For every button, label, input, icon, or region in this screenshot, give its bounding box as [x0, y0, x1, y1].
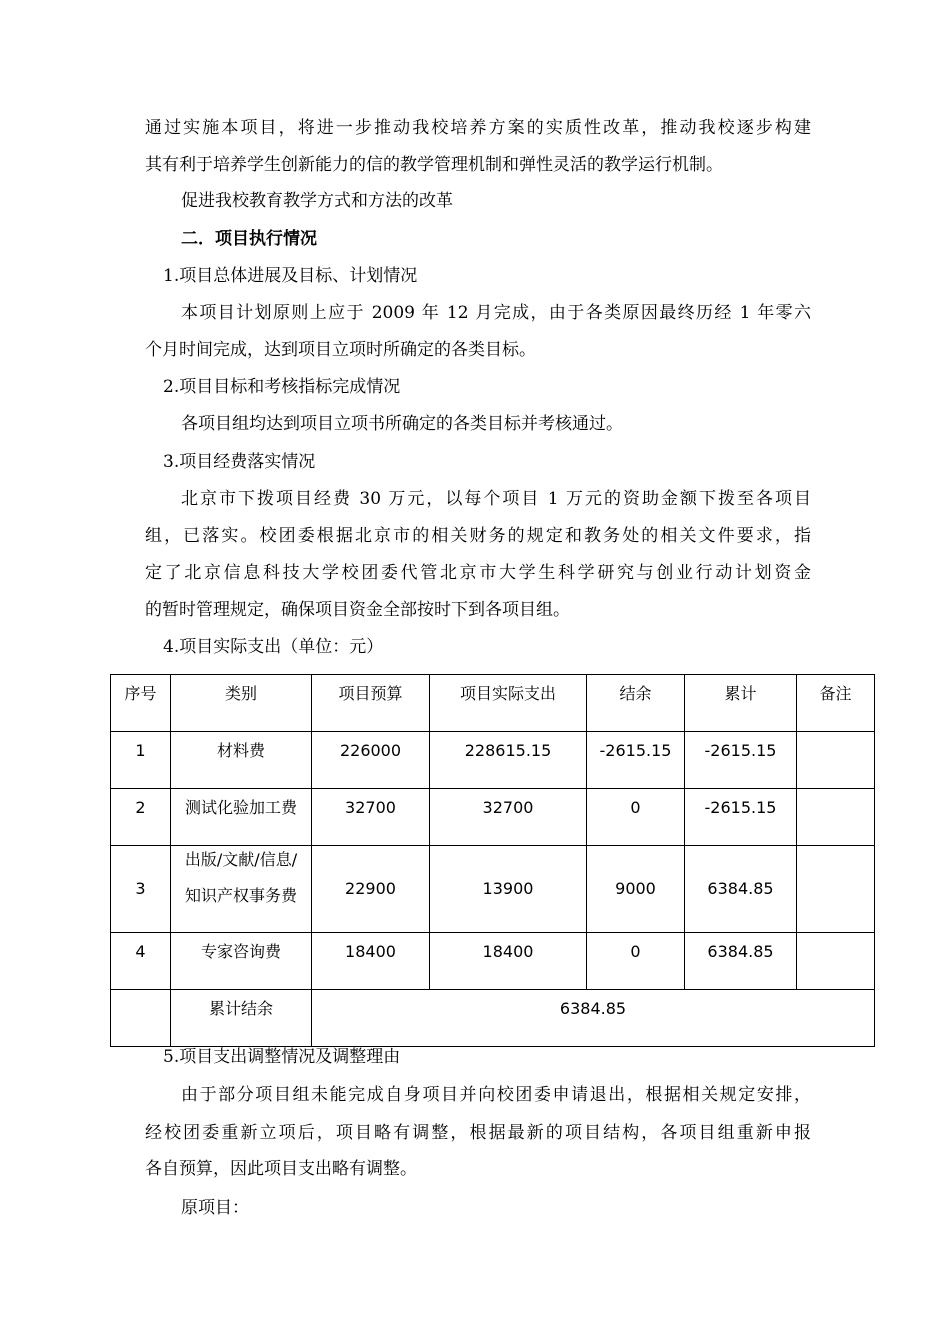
cell-no: 3 [111, 846, 171, 933]
paragraph-line: 其有利于培养学生创新能力的信的教学管理机制和弹性灵活的教学运行机制。 [145, 155, 723, 175]
cell-category-line: 出版/文献/信息/ [184, 850, 298, 869]
cell-cumulative: -2615.15 [685, 789, 797, 846]
header-balance: 结余 [587, 675, 685, 732]
paragraph-line: 本项目计划原则上应于 2009 年 12 月完成，由于各类原因最终历经 1 年零六 [181, 303, 811, 323]
cell-budget: 226000 [312, 732, 430, 789]
cell-category: 测试化验加工费 [171, 789, 312, 846]
cell-balance: -2615.15 [587, 732, 685, 789]
subsection-title: 3.项目经费落实情况 [163, 452, 316, 472]
subsection-title: 2.项目目标和考核指标完成情况 [163, 377, 401, 397]
expense-table [110, 674, 875, 1047]
cell-balance: 0 [587, 933, 685, 990]
table-row [111, 846, 875, 933]
paragraph-line: 原项目： [181, 1198, 249, 1218]
cell-note [797, 846, 875, 933]
paragraph-line: 组，已落实。校团委根据北京市的相关财务的规定和教务处的相关文件要求，指 [145, 526, 811, 546]
paragraph-line: 北京市下拨项目经费 30 万元，以每个项目 1 万元的资助金额下拨至各项目 [181, 489, 811, 509]
table-total-row [111, 990, 875, 1047]
cell-note [797, 732, 875, 789]
cell-balance: 9000 [587, 846, 685, 933]
total-label: 累计结余 [171, 990, 312, 1047]
cell-budget: 22900 [312, 846, 430, 933]
header-no: 序号 [111, 675, 171, 732]
cell-actual: 13900 [430, 846, 587, 933]
table-row [111, 732, 875, 789]
cell-note [797, 933, 875, 990]
cell-balance: 0 [587, 789, 685, 846]
section-heading: 二．项目执行情况 [181, 229, 317, 249]
cell-no: 2 [111, 789, 171, 846]
cell-category: 材料费 [171, 732, 312, 789]
paragraph-line: 各项目组均达到项目立项书所确定的各类目标并考核通过。 [181, 414, 623, 434]
header-category: 类别 [171, 675, 312, 732]
table-row [111, 933, 875, 990]
paragraph-line: 个月时间完成，达到项目立项时所确定的各类目标。 [145, 340, 536, 360]
cell-no [111, 990, 171, 1047]
subsection-title: 4.项目实际支出（单位：元） [163, 637, 384, 657]
subsection-title: 5.项目支出调整情况及调整理由 [163, 1047, 401, 1067]
table-row [111, 789, 875, 846]
cell-cumulative: 6384.85 [685, 846, 797, 933]
cell-actual: 32700 [430, 789, 587, 846]
cell-category-line: 知识产权事务费 [184, 886, 297, 905]
cell-actual: 18400 [430, 933, 587, 990]
paragraph-line: 的暂时管理规定，确保项目资金全部按时下到各项目组。 [145, 600, 570, 620]
cell-budget: 18400 [312, 933, 430, 990]
paragraph-line: 促进我校教育教学方式和方法的改革 [181, 191, 453, 211]
cell-budget: 32700 [312, 789, 430, 846]
cell-no: 1 [111, 732, 171, 789]
cell-actual: 228615.15 [430, 732, 587, 789]
table-header-row [111, 675, 875, 732]
total-value: 6384.85 [312, 990, 875, 1047]
header-budget: 项目预算 [312, 675, 430, 732]
cell-note [797, 789, 875, 846]
header-note: 备注 [797, 675, 875, 732]
cell-category [171, 846, 312, 933]
subsection-title: 1.项目总体进展及目标、计划情况 [163, 266, 418, 286]
cell-cumulative: -2615.15 [685, 732, 797, 789]
paragraph-line: 各自预算，因此项目支出略有调整。 [145, 1159, 417, 1179]
paragraph-line: 通过实施本项目，将进一步推动我校培养方案的实质性改革，推动我校逐步构建 [145, 118, 811, 138]
paragraph-line: 由于部分项目组未能完成自身项目并向校团委申请退出，根据相关规定安排， [181, 1085, 811, 1105]
cell-cumulative: 6384.85 [685, 933, 797, 990]
paragraph-line: 定了北京信息科技大学校团委代管北京市大学生科学研究与创业行动计划资金 [145, 563, 811, 583]
paragraph-line: 经校团委重新立项后，项目略有调整，根据最新的项目结构，各项目组重新申报 [145, 1123, 811, 1143]
cell-no: 4 [111, 933, 171, 990]
cell-category: 专家咨询费 [171, 933, 312, 990]
header-actual: 项目实际支出 [430, 675, 587, 732]
header-cumulative: 累计 [685, 675, 797, 732]
